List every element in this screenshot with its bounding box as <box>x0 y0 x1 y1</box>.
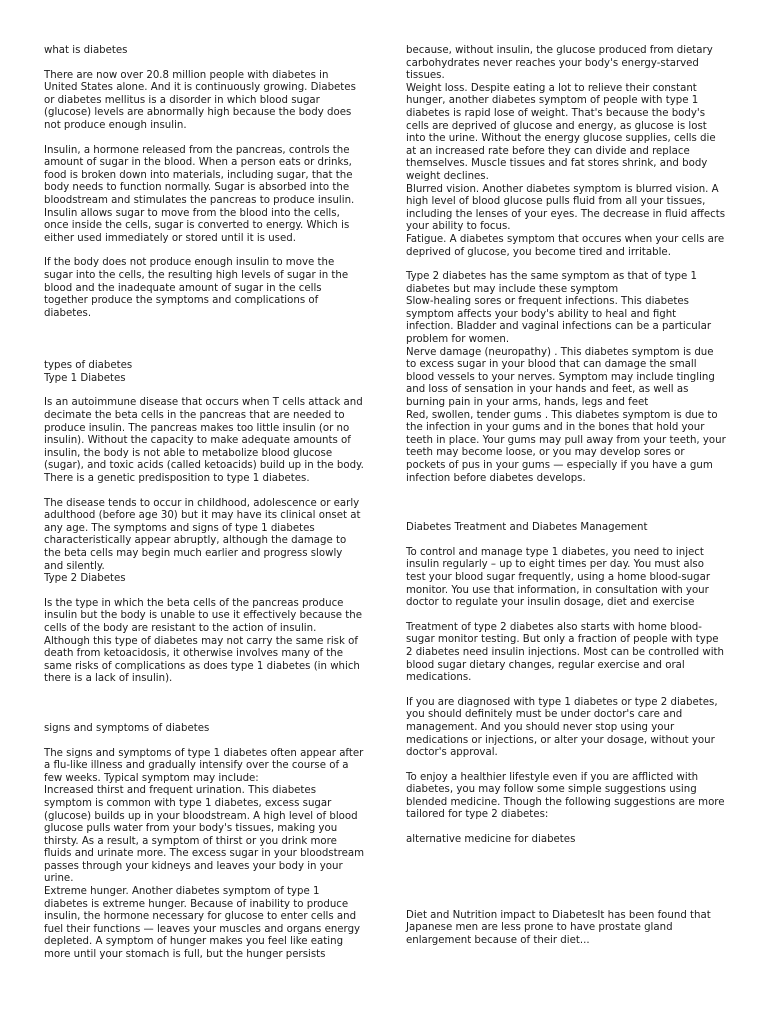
paragraph-healthier-lifestyle: To enjoy a healthier lifestyle even if you are afflicted with diabetes, you may follow some simple suggestions using blended medicine. Though the following suggestions are more tailored for type 2 diabetes: <box>406 771 725 821</box>
paragraph-prevalence: There are now over 20.8 million people with diabetes in United States alone. And it is continuously growing. Diabetes or diabetes mellitus is a disorder in which blood sugar (glucose) levels are abnormally high because the body does not produce enough insulin. <box>44 69 356 131</box>
paragraph-insulin: Insulin, a hormone released from the pancreas, controls the amount of sugar in the blood. When a person eats or drinks, food is broken down into materials, including sugar, that the body needs to function normally. Sugar is absorbed into the bloodstream and stimulates the pancreas to produce insulin. Insulin allows sugar to move from the blood into the cells, once inside the cells, sugar is converted to energy. Which is either used immediately or stored until it is used. <box>44 144 355 244</box>
left-column <box>44 45 364 962</box>
heading-alternative-medicine: alternative medicine for diabetes <box>406 834 576 846</box>
paragraph-type2-definition: Is the type in which the beta cells of the pancreas produce insulin but the body is unable to use it effectively because the cells of the body are resistant to the action of insulin. Although this type of diabetes may not carry the same risk of death from ketoacidosis, it otherwise involves many of the same risks of complications as does type 1 diabetes (in which there is a lack of insulin). <box>44 597 363 685</box>
paragraph-type2-symptoms: Type 2 diabetes has the same symptom as that of type 1 diabetes but may include these symptom Slow-healing sores or frequent infections. This diabetes symptom affects your body's ability to heal and fight infection. Bladder and vaginal infections can be a particular problem for women. Nerve damage (neuropathy) . This diabetes symptom is due to excess sugar in your blood that can damage the small blood vessels to your nerves. Symptom may include tingling and loss of sensation in your hands and feet, as well as burning pain in your arms, hands, legs and feet Red, swollen, tender gums . This diabetes symptom is due to the infection in your gums and in the bones that hold your teeth in place. Your gums may pull away from your teeth, your teeth may become loose, or you may develop sores or pockets of pus in your gums — especially if you have a gum infection before diabetes develops. <box>406 271 726 484</box>
paragraph-type2-treatment: Treatment of type 2 diabetes also starts with home blood-sugar monitor testing. But only a fraction of people with type 2 diabetes need insulin injections. Most can be controlled with blood sugar dietary changes, regular exercise and oral medications. <box>406 621 724 684</box>
paragraph-insufficient-insulin: If the body does not produce enough insulin to move the sugar into the cells, the resulting high levels of sugar in the blood and the inadequate amount of sugar in the cells together produce the symptoms and complications of diabetes. <box>44 257 349 319</box>
heading-types-of-diabetes: types of diabetes Type 1 Diabetes <box>44 360 133 384</box>
heading-what-is-diabetes: what is diabetes <box>44 45 128 56</box>
paragraph-type1-definition: Is an autoimmune disease that occurs when T cells attack and decimate the beta cells in the pancreas that are needed to produce insulin. The pancreas makes too little insulin (or no insulin). Without the capacity to make adequate amounts of insulin, the body is not able to metabolize blood glucose (sugar), and toxic acids (called ketoacids) build up in the body. There is a genetic predisposition to type 1 diabetes. <box>44 397 364 485</box>
paragraph-symptoms-continued: because, without insulin, the glucose produced from dietary carbohydrates never reaches your body's energy-starved tissues. Weight loss. Despite eating a lot to relieve their constant hunger, another diabetes symptom of people with type 1 diabetes is rapid lose of weight. That's because the body's cells are deprived of glucose and energy, as glucose is lost into the urine. Without the energy glucose supplies, cells die at an increased rate before they can divide and replace themselves. Muscle tissues and fat stores shrink, and body weight declines. Blurred vision. Another diabetes symptom is blurred vision. A high level of blood glucose pulls fluid from all your tissues, including the lenses of your eyes. The decrease in fluid affects your ability to focus. Fatigue. A diabetes symptom that occures when your cells are deprived of glucose, you become tired and irritable. <box>406 45 725 258</box>
paragraph-diet-nutrition: Diet and Nutrition impact to DiabetesIt has been found that Japanese men are less prone to have prostate gland enlargement because of their diet... <box>406 909 711 946</box>
right-column <box>406 45 726 947</box>
paragraph-doctor-care: If you are diagnosed with type 1 diabetes or type 2 diabetes, you should definitely must be under doctor's care and management. And you should never stop using your medications or injections, or alter your dosage, without your doctor's approval. <box>406 696 718 759</box>
heading-treatment-management: Diabetes Treatment and Diabetes Management <box>406 522 648 534</box>
paragraph-type1-symptoms: The signs and symptoms of type 1 diabetes often appear after a flu-like illness and gradually intensify over the course of a few weeks. Typical symptom may include: Increased thirst and frequent urination. This diabetes symptom is common with type 1 diabetes, excess sugar (glucose) builds up in your bloodstream. A high level of blood glucose pulls water from your body's tissues, making you thirsty. As a result, a symptom of thirst or you drink more fluids and urinate more. The excess sugar in your bloodstream passes through your kidneys and leaves your body in your urine. Extreme hunger. Another diabetes symptom of type 1 diabetes is extreme hunger. Because of inability to produce insulin, the hormone necessary for glucose to enter cells and fuel their functions — leaves your muscles and organs energy depleted. A symptom of hunger makes you feel like eating more until your stomach is full, but the hunger persists <box>44 747 365 961</box>
paragraph-type1-treatment: To control and manage type 1 diabetes, you need to inject insulin regularly – up to eight times per day. You must also test your blood sugar frequently, using a home blood-sugar monitor. You use that information, in consultation with your doctor to regulate your insulin dosage, diet and exercise <box>406 546 711 609</box>
paragraph-type1-onset: The disease tends to occur in childhood, adolescence or early adulthood (before age 30) but it may have its clinical onset at any age. The symptoms and signs of type 1 diabetes characteristically appear abruptly, although the damage to the beta cells may begin much earlier and progress slowly and silently. Type 2 Diabetes <box>44 497 361 585</box>
heading-signs-and-symptoms: signs and symptoms of diabetes <box>44 722 210 734</box>
